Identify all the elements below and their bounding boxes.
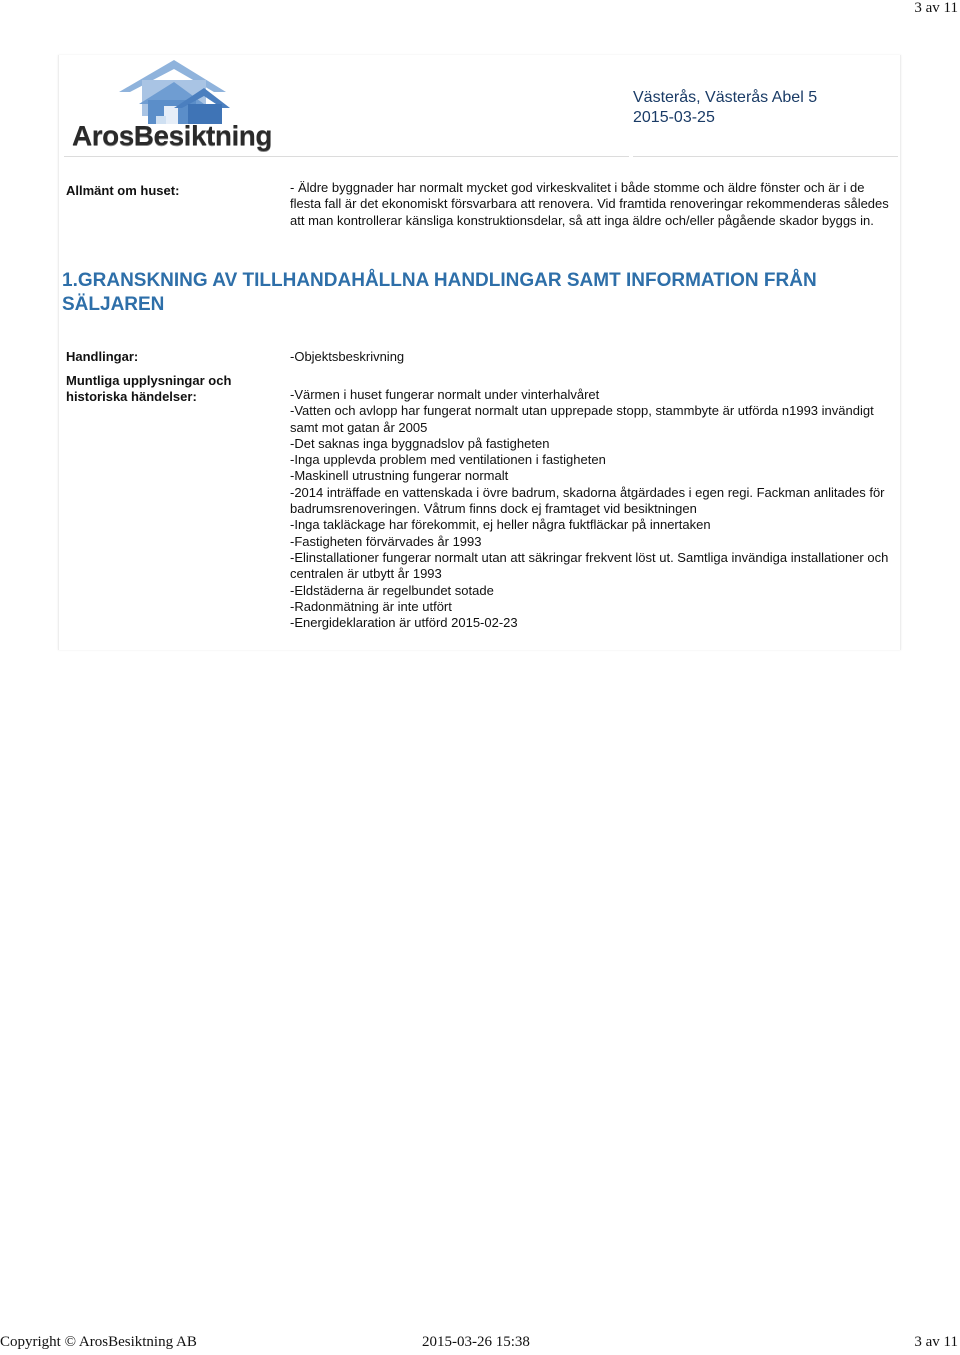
general-label: Allmänt om huset: [66, 183, 180, 198]
report-page [58, 55, 901, 650]
section-1-heading: 1.GRANSKNING AV TILLHANDAHÅLLNA HANDLINGAR SAMT INFORMATION FRÅN SÄLJAREN [62, 270, 817, 315]
history-item: -Elinstallationer fungerar normalt utan att säkringar frekvent löst ut. Samtliga invändiga installationer och centralen är utbytt år 1993 [290, 549, 889, 582]
property-location: Västerås, Västerås Abel 5 [633, 89, 818, 106]
history-label: Muntliga upplysningar och historiska händelser: [66, 373, 232, 404]
documents-value: -Objektsbeskrivning [290, 349, 405, 364]
history-list [290, 387, 890, 631]
history-item: -Eldstäderna är regelbundet sotade [290, 582, 494, 598]
aros-besiktning-logo [64, 60, 270, 155]
footer-page-number: 3 av 11 [914, 1334, 958, 1350]
general-text: - Äldre byggnader har normalt mycket god virkeskvalitet i både stomme och äldre fönster och är i de flesta fall är det ekonomiskt försvarbara att renovera. Vid framtida renoveringar rekommenderas således att man kontrollerar känsliga konstruktionsdelar, så att inga äldre och/eller pågående skador byggs in. [290, 180, 889, 228]
history-item: -Maskinell utrustning fungerar normalt [290, 468, 509, 484]
page-indicator-top: 3 av 11 [914, 0, 958, 16]
history-item: -Radonmätning är inte utfört [290, 598, 452, 614]
report-header-info [633, 88, 817, 128]
documents-label: Handlingar: [66, 349, 139, 364]
footer-copyright: Copyright © ArosBesiktning AB [0, 1334, 197, 1350]
history-item: -Inga upplevda problem med ventilationen i fastigheten [290, 452, 606, 468]
header-divider-left [64, 156, 629, 157]
report-date: 2015-03-25 [633, 109, 715, 126]
page-footer [0, 1334, 960, 1354]
logo-text: ArosBesiktning [72, 120, 272, 151]
history-item: -2014 inträffade en vattenskada i övre badrum, skadorna åtgärdades i egen regi. Fackman anlitades för badrumsrenoveringen. Våtrum finns dock ej framtaget vid besiktningen [290, 484, 885, 517]
footer-timestamp: 2015-03-26 15:38 [422, 1334, 530, 1350]
header-divider-right [633, 156, 898, 157]
history-item: -Inga takläckage har förekommit, ej heller några fuktfläckar på innertaken [290, 517, 711, 533]
history-item: -Energideklaration är utförd 2015-02-23 [290, 615, 518, 631]
history-item: -Det saknas inga byggnadslov på fastigheten [290, 435, 550, 451]
history-item: -Vatten och avlopp har fungerat normalt utan upprepade stopp, stammbyte är utförda n1993 invändigt samt mot gatan år 2005 [290, 403, 874, 435]
history-item: -Värmen i huset fungerar normalt under vinterhalvåret [290, 387, 600, 402]
history-item: -Fastigheten förvärvades år 1993 [290, 533, 482, 549]
